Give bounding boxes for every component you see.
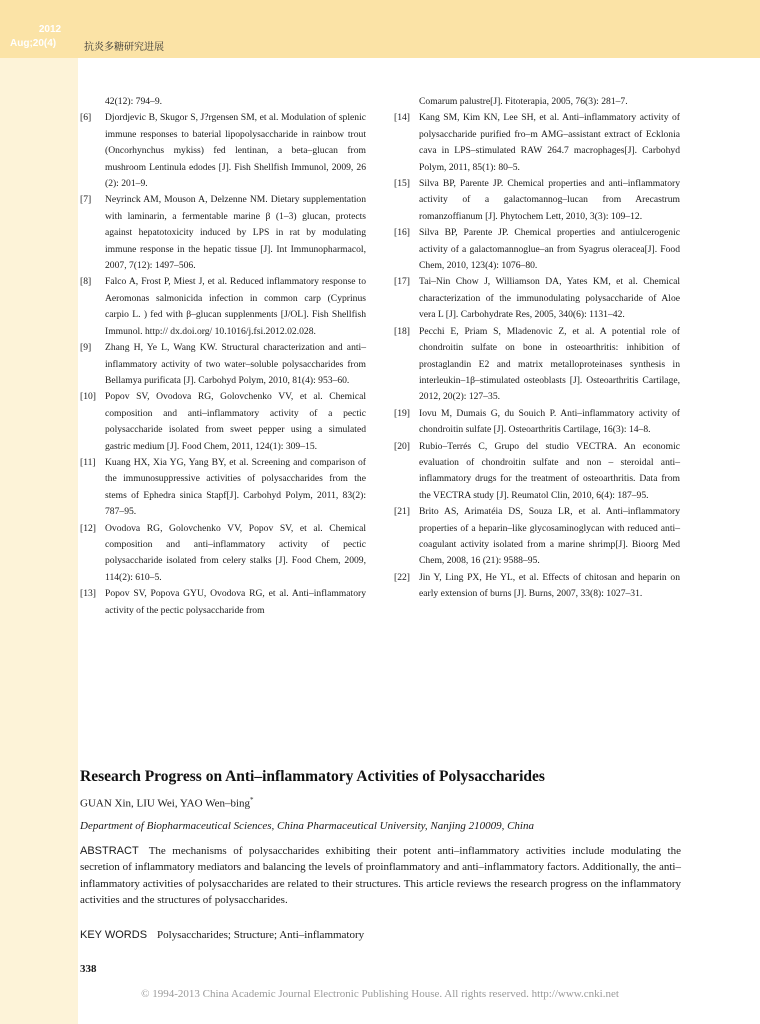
reference-number: [19] bbox=[394, 407, 410, 419]
reference-text: Pecchi E, Priam S, Mladenovic Z, et al. A potential role of chondroitin sulfate on bone in osteoarthritis: inhibition of prostaglandin E2 and matrix metalloproteinases synthesis in interleukin–1β–stimulated osteoblasts [J]. Osteoarthritis Cartilage, 2012, 20(2): 127–35. bbox=[419, 325, 680, 403]
abstract-text: The mechanisms of polysaccharides exhibiting their potent anti–inflammatory activities include modulating the secretion of inflammatory mediators and balancing the levels of proinflammatory and anti–inflammatory factors. Additionally, the anti–inflammatory activities of polysaccharides are related to their structures. This article reviews the research progress on the inflammatory activities and the structures of polysaccharides. bbox=[80, 845, 681, 906]
reference-item bbox=[394, 274, 680, 323]
reference-number: [14] bbox=[394, 112, 410, 124]
reference-item bbox=[80, 389, 366, 455]
reference-text: Kuang HX, Xia YG, Yang BY, et al. Screening and comparison of the immunosuppressive activities of polysaccharides from the stems of Ephedra sinica Stapf[J]. Carbohyd Polym, 2011, 83(2): 787–95. bbox=[105, 456, 366, 518]
reference-item bbox=[80, 192, 366, 274]
reference-item bbox=[394, 570, 680, 603]
reference-item bbox=[394, 176, 680, 225]
abstract-label: ABSTRACT bbox=[80, 845, 139, 857]
header-year: 2012 bbox=[38, 24, 62, 35]
reference-item bbox=[80, 274, 366, 340]
references-right-column bbox=[394, 94, 680, 603]
article-authors bbox=[80, 796, 254, 810]
keywords bbox=[80, 929, 680, 941]
reference-text: Silva BP, Parente JP. Chemical properties and antiulcerogenic activity of a galactomannoglue–an from Syagrus oleracea[J]. Food Chem, 2010, 123(4): 1076–80. bbox=[419, 227, 680, 272]
reference-text: Jin Y, Ling PX, He YL, et al. Effects of chitosan and heparin on early extension of burns [J]. Burns, 2007, 33(8): 1027–31. bbox=[419, 571, 680, 600]
keywords-label: KEY WORDS bbox=[80, 929, 148, 941]
reference-text: Neyrinck AM, Mouson A, Delzenne NM. Dietary supplementation with laminarin, a fermentable marine β (1–3) glucan, protects against hepatotoxicity induced by LPS in rat by modulating immune response in the hepatic tissue [J]. Int Immunopharmacol, 2007, 7(12): 1497–506. bbox=[105, 194, 366, 272]
reference-number: [6] bbox=[80, 112, 92, 124]
reference-text: Brito AS, Arimatéia DS, Souza LR, et al. Anti–inflammatory properties of a heparin–like glycosaminoglycan with reduced anti–coagulant activity isolated from a marine shrimp[J]. Bioorg Med Chem, 2008, 16 (21): 9588–95. bbox=[419, 506, 680, 567]
reference-item bbox=[80, 110, 366, 192]
reference-text: Silva BP, Parente JP. Chemical properties and anti–inflammatory activity of a galactomannog–lucan from Arecastrum romanzoffianum [J]. Phytochem Lett, 2010, 3(3): 109–12. bbox=[419, 178, 680, 222]
reference-number: [21] bbox=[394, 506, 410, 518]
article-title: Research Progress on Anti–inflammatory Activities of Polysaccharides bbox=[80, 768, 545, 785]
reference-text: Falco A, Frost P, Miest J, et al. Reduced inflammatory response to Aeromonas salmonicida infection in common carp (Cyprinus carpio L. ) fed with β–glucan supplenments [J/OL]. Fish Shellfish Immunol. http:// dx.doi.org/ 10.1016/j.fsi.2012.02.028. bbox=[105, 276, 366, 337]
reference-number: [12] bbox=[80, 522, 96, 534]
reference-item bbox=[394, 439, 680, 505]
reference-text: Popov SV, Ovodova RG, Golovchenko VV, et al. Chemical composition and anti–inflammatory activity of a pectic polysaccharide isolated from sweet pepper using a simulated gastric medium [J]. Food Chem, 2011, 124(1): 309–15. bbox=[105, 391, 366, 452]
reference-item bbox=[394, 504, 680, 570]
reference-number: [10] bbox=[80, 391, 96, 403]
reference-item bbox=[394, 406, 680, 439]
reference-text: Popov SV, Popova GYU, Ovodova RG, et al. Anti–inflammatory activity of the pectic polysaccharide from bbox=[105, 588, 366, 616]
reference-number: [17] bbox=[394, 276, 410, 288]
reference-text: Rubio–Terrés C, Grupo del studio VECTRA. An economic evaluation of chondroitin sulfate and non – steroidal anti–inflammatory drugs for the treatment of osteoarthritis. Data from the VECTRA study [J]. Reumatol Clin, 2010, 6(4): 187–95. bbox=[419, 440, 680, 501]
margin-strip bbox=[0, 58, 78, 1024]
copyright-footer: © 1994-2013 China Academic Journal Electronic Publishing House. All rights reserved. http://www.cnki.net bbox=[141, 988, 619, 1000]
reference-continuation: Comarum palustre[J]. Fitoterapia, 2005, 76(3): 281–7. bbox=[419, 96, 628, 107]
reference-text: Kang SM, Kim KN, Lee SH, et al. Anti–inflammatory activity of polysaccharide purified fro–m AMG–assistant extract of Ecklonia cava in LPS–stimulated RAW 264.7 macrophages[J]. Carbohyd Polym, 2011, 85(1): 80–5. bbox=[419, 112, 680, 173]
reference-text: Ovodova RG, Golovchenko VV, Popov SV, et al. Chemical composition and anti–inflammatory activity of pectic polysaccharide isolated from celery stalks [J]. Food Chem, 2009, 114(2): 610–5. bbox=[105, 522, 366, 583]
reference-number: [9] bbox=[80, 342, 92, 354]
reference-item bbox=[80, 340, 366, 389]
reference-number: [15] bbox=[394, 178, 410, 190]
reference-number: [13] bbox=[80, 588, 96, 600]
reference-text: Zhang H, Ye L, Wang KW. Structural characterization and anti–inflammatory activity of two water–soluble polysaccharides from Bellamya purificata [J]. Carbohyd Polym, 2010, 81(4): 953–60. bbox=[105, 342, 366, 386]
reference-item bbox=[394, 324, 680, 406]
reference-item bbox=[80, 455, 366, 521]
header-issue: Aug;20(4) bbox=[10, 38, 57, 49]
corresponding-author-mark: * bbox=[250, 796, 254, 804]
reference-text: Iovu M, Dumais G, du Souich P. Anti–inflammatory activity of chondroitin sulfate [J]. Osteoarthritis Cartilage, 16(3): 14–8. bbox=[419, 407, 680, 436]
abstract bbox=[80, 843, 681, 908]
reference-number: [18] bbox=[394, 325, 410, 337]
page-number: 338 bbox=[80, 963, 97, 975]
reference-text: Djordjevic B, Skugor S, J?rgensen SM, et al. Modulation of splenic immune responses to baterial lipopolysaccharide in rainbow trout (Oncorhynchus mykiss) fed lentinan, a beta–glucan from mushroom Lentinula edodes [J]. Fish Shellfish Immunol, 2009, 26 (2): 201–9. bbox=[105, 112, 366, 190]
header-journal-title: 抗炎多糖研究进展 bbox=[84, 42, 164, 53]
reference-item bbox=[394, 110, 680, 176]
reference-number: [16] bbox=[394, 227, 410, 239]
reference-number: [20] bbox=[394, 440, 410, 452]
reference-number: [7] bbox=[80, 194, 92, 206]
keywords-text: Polysaccharides; Structure; Anti–inflammatory bbox=[157, 929, 365, 941]
references-left-column bbox=[80, 94, 366, 619]
reference-text: Tai–Nin Chow J, Williamson DA, Yates KM, et al. Chemical characterization of the immunodulating polysaccharide of Aloe vera L [J]. Carbohydrate Res, 2005, 340(6): 1131–42. bbox=[419, 276, 680, 321]
reference-number: [11] bbox=[80, 456, 96, 468]
reference-item bbox=[80, 586, 366, 619]
reference-number: [8] bbox=[80, 276, 92, 288]
author-names: GUAN Xin, LIU Wei, YAO Wen–bing bbox=[80, 797, 251, 810]
reference-number: [22] bbox=[394, 571, 410, 583]
reference-item bbox=[80, 521, 366, 587]
reference-continuation: 42(12): 794–9. bbox=[105, 96, 163, 107]
article-affiliation: Department of Biopharmaceutical Sciences, China Pharmaceutical University, Nanjing 210009, China bbox=[80, 820, 534, 832]
reference-item bbox=[394, 225, 680, 274]
